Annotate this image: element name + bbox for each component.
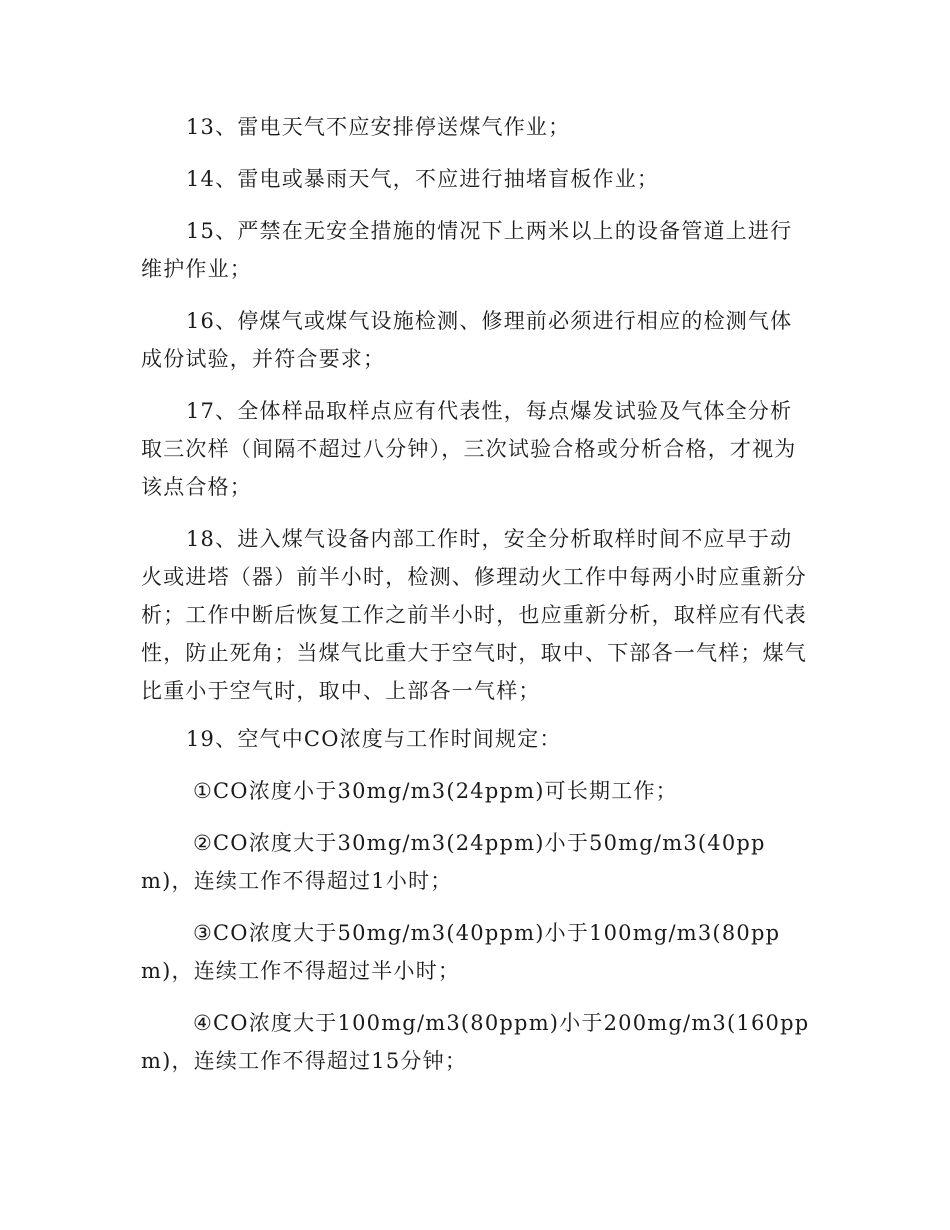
paragraph-19: 19、空气中CO浓度与工作时间规定：	[186, 727, 562, 751]
paragraph-15: 15、严禁在无安全措施的情况下上两米以上的设备管道上进行维护作业；	[141, 219, 793, 281]
paragraph-17: 17、全体样品取样点应有代表性，每点爆发试验及气体全分析取三次样（间隔不超过八分钟），三次试验合格或分析合格，才视为该点合格；	[141, 399, 797, 499]
paragraph-19-item-3: ③CO浓度大于50mg/m3(40ppm)小于100mg/m3(80ppm)，连续工作不得超过半小时；	[141, 921, 781, 983]
paragraph-16: 16、停煤气或煤气设施检测、修理前必须进行相应的检测气体成份试验，并符合要求；	[141, 309, 793, 371]
paragraph-19-item-4: ④CO浓度大于100mg/m3(80ppm)小于200mg/m3(160ppm)，连续工作不得超过15分钟；	[141, 1011, 810, 1073]
paragraph-13: 13、雷电天气不应安排停送煤气作业；	[186, 115, 571, 139]
paragraph-18: 18、进入煤气设备内部工作时，安全分析取样时间不应早于动火或进塔（器）前半小时，检测、修理动火工作中每两小时应重新分析；工作中断后恢复工作之前半小时，也应重新分析，取样应有代表性，防止死角；当煤气比重大于空气时，取中、下部各一气样；煤气比重小于空气时，取中、上部各一气样；	[141, 527, 807, 703]
paragraph-19-item-1: ①CO浓度小于30mg/m3(24ppm)可长期工作；	[193, 779, 678, 803]
paragraph-14: 14、雷电或暴雨天气，不应进行抽堵盲板作业；	[186, 167, 660, 191]
paragraph-19-item-2: ②CO浓度大于30mg/m3(24ppm)小于50mg/m3(40ppm)，连续工作不得超过1小时；	[141, 831, 766, 893]
